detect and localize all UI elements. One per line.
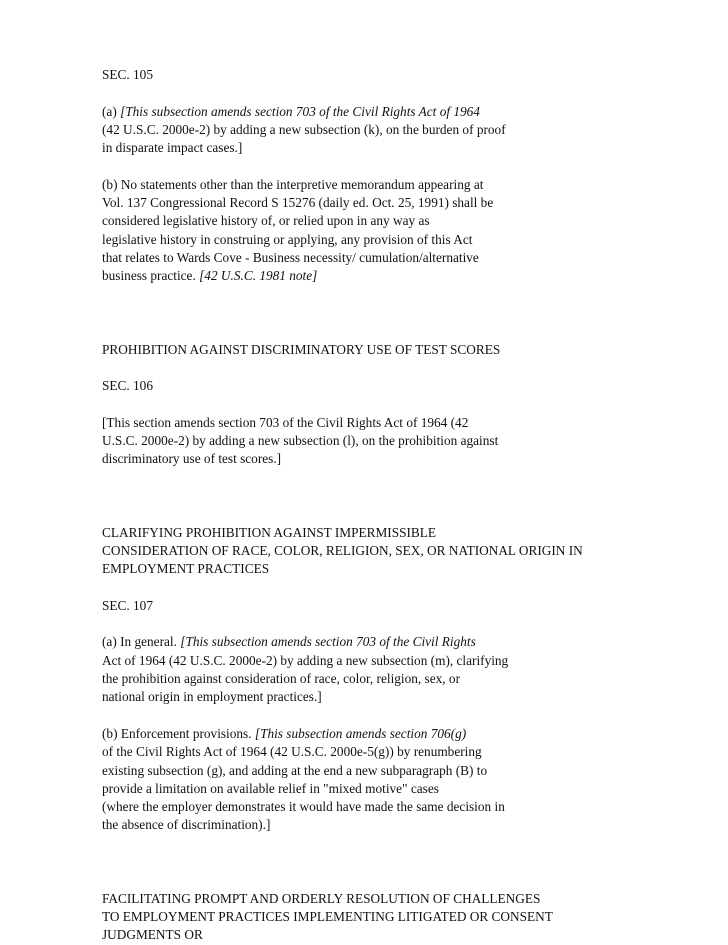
sec107-b-rest: of the Civil Rights Act of 1964 (42 U.S.C. 2000e-5(g)) by renumbering existing subsection (g), and adding at the end a new subparagraph (B) to provide a limitation on available relief in "mixed motive" cases (where the employer demonstrates it would have made the same decision in the absence of discrimination).] <box>102 744 505 833</box>
sec107-b-italic: [This subsection amends section 706(g) <box>254 725 467 741</box>
sec106-title: PROHIBITION AGAINST DISCRIMINATORY USE OF TEST SCORES <box>102 341 501 357</box>
sec108-title: FACILITATING PROMPT AND ORDERLY RESOLUTION OF CHALLENGES TO EMPLOYMENT PRACTICES IMPLEMENTING LITIGATED OR CONSENT JUDGMENTS OR <box>102 890 553 943</box>
sec106-body: [This section amends section 703 of the Civil Rights Act of 1964 (42 U.S.C. 2000e-2) by adding a new subsection (l), on the prohibition against discriminatory use of test scores.] <box>102 414 499 467</box>
sec105-heading: SEC. 105 <box>102 67 153 82</box>
sec107-a-label: (a) In general. <box>102 634 181 650</box>
sec107-a-rest: Act of 1964 (42 U.S.C. 2000e-2) by adding a new subsection (m), clarifying the prohibition against consideration of race, color, religion, sex, or national origin in employment practices.] <box>102 652 509 705</box>
sec107-a-italic: [This subsection amends section 703 of the Civil Rights <box>180 634 476 650</box>
sec106-heading: SEC. 106 <box>102 378 153 394</box>
sec105-paragraph-a <box>102 103 702 158</box>
document-text <box>102 66 702 945</box>
sec107-title: CLARIFYING PROHIBITION AGAINST IMPERMISSIBLE CONSIDERATION OF RACE, COLOR, RELIGION, SEX, OR NATIONAL ORIGIN IN EMPLOYMENT PRACTICES <box>102 524 583 577</box>
sec105-a-rest: (42 U.S.C. 2000e-2) by adding a new subsection (k), on the burden of proof in disparate impact cases.] <box>102 121 506 156</box>
sec105-paragraph-b <box>102 176 702 286</box>
sec105-b-text: (b) No statements other than the interpretive memorandum appearing at Vol. 137 Congressional Record S 15276 (daily ed. Oct. 25, 1991) shall be considered legislative history of, or relied upon in any way as legislative history in construing or applying, any provision of this Act that relates to Wards Cove - Business necessity/ cumulation/alternative business practice. <box>102 176 494 284</box>
sec107-heading: SEC. 107 <box>102 597 153 613</box>
sec107-paragraph-a <box>102 633 702 706</box>
sec105-a-label: (a) <box>102 103 121 119</box>
sec105-a-italic: [This subsection amends section 703 of the Civil Rights Act of 1964 <box>120 103 480 119</box>
sec107-paragraph-b <box>102 725 702 835</box>
sec107-b-label: (b) Enforcement provisions. <box>102 725 255 741</box>
sec105-b-citation: [42 U.S.C. 1981 note] <box>199 268 318 284</box>
